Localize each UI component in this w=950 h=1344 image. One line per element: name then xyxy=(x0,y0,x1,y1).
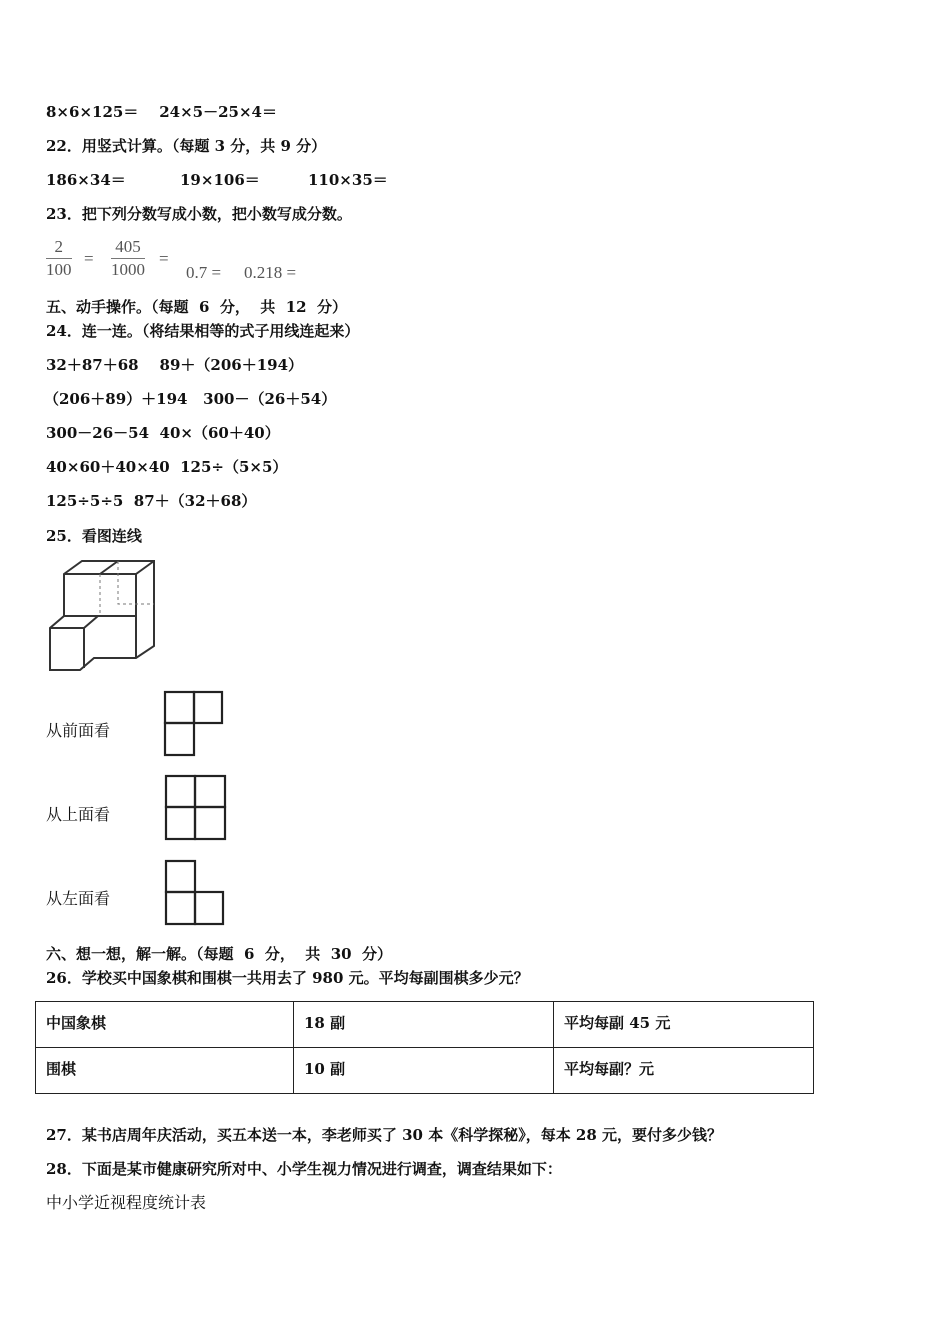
q28-table-title: 中小学近视程度统计表 xyxy=(46,1193,207,1212)
question-24: 24．连一连。（将结果相等的式子用线连起来） xyxy=(46,322,360,340)
section-6-heading: 六、想一想，解一解。（每题 6 分， 共 30 分） xyxy=(46,945,393,963)
table-cell: 平均每副 45 元 xyxy=(554,1002,814,1048)
top-view-figure xyxy=(164,774,228,842)
table-cell: 围棋 xyxy=(36,1048,294,1094)
question-23: 23．把下列分数写成小数，把小数写成分数。 xyxy=(46,205,352,223)
table-cell: 10 副 xyxy=(294,1048,554,1094)
table-cell: 18 副 xyxy=(294,1002,554,1048)
equals-2: = xyxy=(159,249,169,268)
question-22: 22．用竖式计算。（每题 3 分，共 9 分） xyxy=(46,137,327,155)
fraction-1-numerator: 2 xyxy=(46,236,72,259)
q24-row-5: 125÷5÷5 87＋（32＋68） xyxy=(46,492,257,510)
question-27: 27．某书店周年庆活动，买五本送一本，李老师买了 30 本《科学探秘》，每本 28 元，要付多少钱？ xyxy=(46,1126,723,1144)
equals-1: = xyxy=(84,249,94,268)
q24-row-2: （206＋89）＋194 300－（26＋54） xyxy=(44,390,337,408)
q24-row-1: 32＋87＋68 89＋（206＋194） xyxy=(46,356,304,374)
fraction-2-numerator: 405 xyxy=(111,236,145,259)
q22-item-1: 186×34＝ xyxy=(46,171,126,189)
table-row xyxy=(36,1048,814,1094)
fraction-2-denominator: 1000 xyxy=(111,260,145,279)
left-view-figure xyxy=(164,858,226,928)
decimal-2: 0.218 = xyxy=(244,263,297,282)
block-solid-figure xyxy=(44,558,159,676)
question-26: 26．学校买中国象棋和围棋一共用去了 980 元。平均每副围棋多少元？ xyxy=(46,969,529,987)
fraction-2 xyxy=(111,236,145,281)
fraction-1-denominator: 100 xyxy=(46,260,72,279)
q24-row-3: 300－26－54 40×（60＋40） xyxy=(46,424,280,442)
fraction-1 xyxy=(46,236,72,281)
q26-table xyxy=(35,1001,814,1094)
view-label-top: 从上面看 xyxy=(46,805,111,824)
q24-row-4: 40×60＋40×40 125÷（5×5） xyxy=(46,458,288,476)
question-25: 25．看图连线 xyxy=(46,527,142,545)
decimal-1: 0.7 = xyxy=(186,263,222,282)
q22-item-3: 110×35＝ xyxy=(308,171,388,189)
section-5-heading: 五、动手操作。（每题 6 分， 共 12 分） xyxy=(46,298,348,316)
view-label-left: 从左面看 xyxy=(46,889,111,908)
q22-item-2: 19×106＝ xyxy=(180,171,260,189)
table-cell: 中国象棋 xyxy=(36,1002,294,1048)
line-calc: 8×6×125＝ 24×5－25×4＝ xyxy=(46,103,277,121)
question-28: 28．下面是某市健康研究所对中、小学生视力情况进行调查，调查结果如下： xyxy=(46,1160,562,1178)
table-cell: 平均每副？元 xyxy=(554,1048,814,1094)
view-label-front: 从前面看 xyxy=(46,721,111,740)
table-row xyxy=(36,1002,814,1048)
front-view-figure xyxy=(163,690,225,758)
